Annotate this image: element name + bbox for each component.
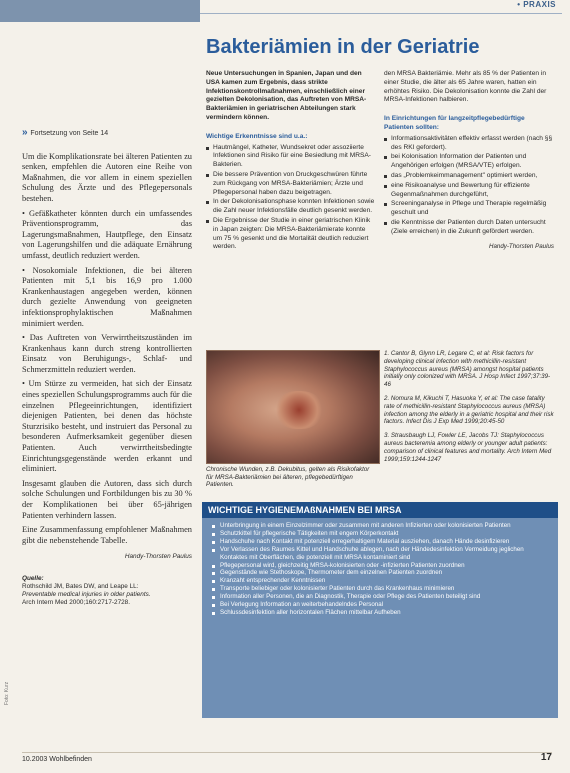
- header-rule: [200, 13, 562, 14]
- middle-column: [206, 70, 376, 253]
- bullet-paragraph: • Nosokomiale Infektionen, die bei älteren Patienten mit 5,1 bis 16,9 pro 1.000 Krankenhaustagen angegeben werden, können durch gezielte Anwendung von geeigneten infektionsprophylaktischen Maßnahmen minimiert werden.: [22, 265, 192, 328]
- list-item: Informationsaktivitäten effektiv erfasst werden (nach §§ des RKI gefordert).: [384, 135, 554, 153]
- list-item: Hautmängel, Katheter, Wundsekret oder assoziierte Infektionen sind Risiko für eine Besiedlung mit MRSA-Bakterien.: [206, 144, 376, 170]
- footer-rule: [22, 752, 552, 753]
- paragraph: Eine Zusammenfassung empfohlener Maßnahmen gibt die nebenstehende Tabelle.: [22, 525, 192, 545]
- list-item: Die Ergebnisse der Studie in einer geriatrischen Klinik in Japan zeigten: Die MRSA-Bakteriämierate konnte um 75 % gesenkt und die Mortalität deutlich reduziert werden.: [206, 217, 376, 252]
- left-column: [22, 128, 192, 607]
- subheading: In Einrichtungen für langzeitpflegebedürftige Patienten sollten:: [384, 115, 525, 131]
- list-item: Kranzaht entsprechender Kenntnissen: [212, 577, 552, 585]
- paragraph: den MRSA Bakteriämie. Mehr als 85 % der Patienten in einer Studie, die älter als 65 Jahre waren, hatten ein erhöhtes Risiko. Die Dekolonisation konnte die Zahl der MRSA-Infektionen halbieren.: [384, 70, 547, 104]
- findings-list: [206, 144, 376, 253]
- wound-area: [275, 391, 323, 429]
- subheading: Wichtige Erkenntnisse sind u.a.:: [206, 132, 308, 140]
- bullet-paragraph: • Das Auftreten von Verwirrtheitszuständen im Krankenhaus kann durch streng kontrollierten Einsatz von Beruhigungs-, Schlaf- und Schmerzmitteln reduziert werden.: [22, 333, 192, 374]
- wound-photo: [206, 350, 380, 464]
- source-line: Rothschild JM, Bates DW, and Leape LL:: [22, 582, 139, 590]
- bullet-paragraph: • Um Stürze zu vermeiden, hat sich der Einsatz eines speziellen Schulungsprogramms auch für die einzelnen Pflegeeinrichtungen, identifiziert diejenigen Patienten, bei denen das höchste Sturzrisiko besteht, und instruiert das Personal zu besonderen Aufmerksamkeit gegenüber diesen Patienten. Auch verwirrtheitsbedingte Einrichtungsgegenstände werden erkannt und eliminiert.: [22, 379, 193, 474]
- paragraph: Insgesamt glauben die Autoren, dass sich durch solche Schulungen und Fortbildungen bis zu 30 % der Komplikationen bei über 65-jährigen Patienten verhindern lassen.: [22, 478, 192, 520]
- bullet-paragraph: • Gefäßkatheter könnten durch ein umfassendes Präventionsprogramm, das Lagerungsmaßnahmen, Hautpflege, den Einsatz von Lagerungshilfen und die adäquate Ernährung umfasst, deutlich reduziert werden.: [22, 208, 192, 260]
- reference-item: 2. Nomura M, Kikuchi T, Hasuoka Y, et al: The case fatality rate of methicillin-resistant Staphylococcus aureus (MRSA) infection among the elderly in a geriatric hospital and their risk factors. Infect Dis J Exp Med 1999;20:45-50: [384, 394, 554, 426]
- list-item: Information aller Personen, die an Diagnostik, Therapie oder Pflege des Patienten beteiligt sind: [212, 593, 552, 601]
- list-item: Bei Verlegung Information an weiterbehandelndes Personal: [212, 601, 552, 609]
- list-item: Vor Verlassen des Raumes Kittel und Handschuhe ablegen, nach der Händedesinfektion Vermeidung jeglichen Kontaktes mit Oberflächen, die potenziell mit MRSA kontaminiert sind: [212, 546, 552, 562]
- source-block: [22, 575, 192, 607]
- photo-caption: Chronische Wunden, z.B. Dekubitus, gelten als Risikofaktor für MRSA-Bakteriämien bei älteren, pflegebedürftigen Patienten.: [206, 466, 370, 489]
- page-number: 17: [540, 752, 552, 763]
- list-item: Die bessere Prävention von Druckgeschwüren führte zum Rückgang von MRSA-Bakteriämien; Ärzte und Pflegepersonal haben dazu beigetragen.: [206, 171, 376, 197]
- continuation-note: [22, 128, 192, 140]
- source-line: Arch Intern Med 2000;160:2717-2728.: [22, 598, 131, 606]
- author-byline: Handy-Thorsten Paulus: [488, 242, 554, 250]
- header-color-band: [0, 0, 200, 22]
- list-item: Schutzkittel für pflegerische Tätigkeiten mit engem Körperkontakt: [212, 530, 552, 538]
- list-item: bei Kolonisation Information der Patienten und Angehörigen erfolgen (MRSA/VTE) erfolgen.: [384, 153, 554, 171]
- list-item: die Kenntnisse der Patienten durch Daten untersucht (Ziele erreichen) in die Zukunft gefördert werden.: [384, 219, 554, 237]
- list-item: Gegenstände wie Stethoskope, Thermometer dem einzelnen Patienten zuordnen: [212, 569, 552, 577]
- list-item: Schlussdesinfektion aller horizontalen Flächen mittelbar Aufheben: [212, 609, 552, 617]
- continuation-arrow-icon: »: [22, 127, 31, 138]
- list-item: In der Dekolonisationsphase konnten Infektionen sowie die Zahl neuer Infektionsfälle deutlich gesenkt werden.: [206, 198, 376, 216]
- section-label: • PRAXIS: [517, 0, 556, 9]
- reference-item: 1. Cantor B, Glynn LR, Legare C, et al: Risk factors for developing clinical infection with methicillin-resistant Staphylococcus aureus (MRSA) amongst hospital patients initially only colonized with MRSA. J Hosp Infect 1997;37:39-46: [384, 350, 551, 389]
- list-item: das „Problemkeimmanagement" optimiert werden,: [384, 172, 554, 181]
- paragraph: Um die Komplikationsrate bei älteren Patienten zu senken, empfehlen die Autoren eine Reihe von Maßnahmen, die vor allem in einem speziellen Schulung des Ärzte und des Pflegepersonals bestehen.: [22, 151, 192, 203]
- lead-paragraph: Neue Untersuchungen in Spanien, Japan und den USA kamen zum Ergebnis, dass strikte Infektionskontrollmaßnahmen, einschließlich einer gezielten Dekolonisation, das Auftreten von MRSA-Bakteriämien in geriatrischen Abteilungen stark vermindern können.: [206, 70, 367, 121]
- photo-credit: Foto: Kurz: [4, 681, 10, 705]
- box-heading-text: WICHTIGE HYGIENEMAßNAHMEN BEI MRSA: [208, 505, 402, 515]
- right-column: [384, 70, 554, 263]
- list-item: Pflegepersonal wird, gleichzeitig MRSA-kolonisierten oder -infizierten Patienten zuordnen: [212, 562, 552, 570]
- source-line: Preventable medical injuries in older patients.: [22, 590, 151, 598]
- list-item: eine Risikoanalyse und Bewertung für effiziente Gegenmaßnahmen durchgeführt,: [384, 182, 554, 200]
- list-item: Handschuhe nach Kontakt mit potenziell erregerhaltigem Material ausziehen, danach Hände desinfizieren: [212, 538, 552, 546]
- author-byline: Handy-Thorsten Paulus: [124, 553, 192, 561]
- article-title: Bakteriämien in der Geriatrie: [206, 36, 480, 58]
- list-item: Unterbringung in einem Einzelzimmer oder zusammen mit anderen Infizierten oder kolonisierten Patienten: [212, 522, 552, 530]
- hygiene-measures-box: [202, 502, 558, 718]
- references: [384, 350, 554, 469]
- source-title: Quelle:: [22, 574, 44, 582]
- recommendations-list: [384, 135, 554, 237]
- list-item: Transporte beliebiger oder kolonisierter Patienten durch das Krankenhaus minimieren: [212, 585, 552, 593]
- box-heading: [202, 502, 558, 518]
- issue-label: 10.2003 Wohlbefinden: [22, 756, 92, 763]
- reference-item: 3. Strausbaugh LJ, Fowler LE, Jacobs TJ: Staphylococcus aureus bacteremia among elderly or younger adult patients: comparison of clinical features and mortality. Arch Intern Med 1999;159:1244-1247: [384, 432, 552, 463]
- list-item: Screeninganalyse in Pflege und Therapie regelmäßig geschult und: [384, 200, 554, 218]
- continuation-text: Fortsetzung von Seite 14: [30, 130, 109, 137]
- hygiene-measures-list: [212, 522, 552, 617]
